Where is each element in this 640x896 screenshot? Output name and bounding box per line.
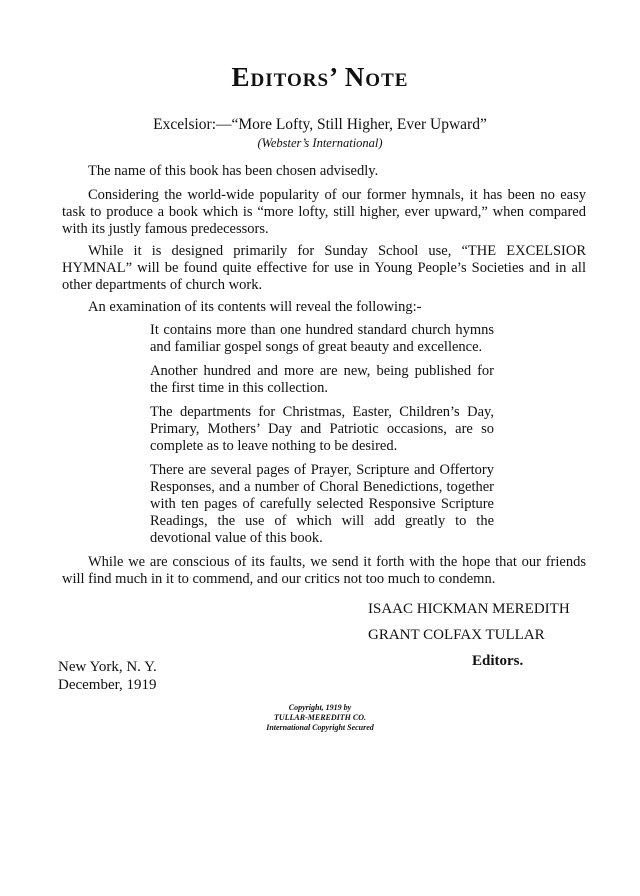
list-item: The departments for Christmas, Easter, Children’s Day, Primary, Mothers’ Day and Patriotic occasions, are so complete as to leave nothing to be desired. [150,404,494,454]
list-item: It contains more than one hundred standard church hymns and familiar gospel songs of great beauty and excellence. [150,322,494,355]
place-city: New York, N. Y. [58,659,157,675]
paragraph-intro: The name of this book has been chosen advisedly. [88,163,379,179]
editor-name-meredith: ISAAC HICKMAN MEREDITH [368,601,570,617]
editors-label: Editors. [472,653,524,669]
body-text [62,160,586,593]
list-item: Another hundred and more are new, being published for the first time in this collection. [150,363,494,396]
motto-source: (Webster’s International) [257,136,383,150]
place-date [58,658,157,694]
copyright-line: International Copyright Secured [266,723,374,732]
page-title: Editors’ Note [231,62,409,92]
copyright-publisher: TULLAR-MEREDITH CO. [273,713,366,722]
paragraph-closing: While we are conscious of its faults, we send it forth with the hope that our friends will find much in it to commend, and our critics not too much to condemn. [62,554,586,587]
motto: Excelsior:—“More Lofty, Still Higher, Ever Upward” [153,116,487,133]
paragraph-popularity: Considering the world-wide popularity of our former hymnals, it has been no easy task to produce a book which is “more lofty, still higher, ever upward,” when compared with its justly famous predecessors. [62,187,586,237]
editor-name-tullar: GRANT COLFAX TULLAR [368,627,545,643]
paragraph-purpose: While it is designed primarily for Sunday School use, “THE EXCELSIOR HYMNAL” will be found quite effective for use in Young People’s Societies and in all other departments of church work. [62,243,586,293]
copyright-notice [0,703,640,733]
list-item: There are several pages of Prayer, Scripture and Offertory Responses, and a number of Choral Benedictions, together with ten pages of carefully selected Responsive Scripture Readings, the use of which will add greatly to the devotional value of this book. [150,462,494,546]
contents-list [150,322,494,547]
signature-block [368,596,618,674]
copyright-line: Copyright, 1919 by [288,703,352,712]
place-date-text: December, 1919 [58,677,157,693]
paragraph-examination: An examination of its contents will reveal the following:- [88,299,422,315]
